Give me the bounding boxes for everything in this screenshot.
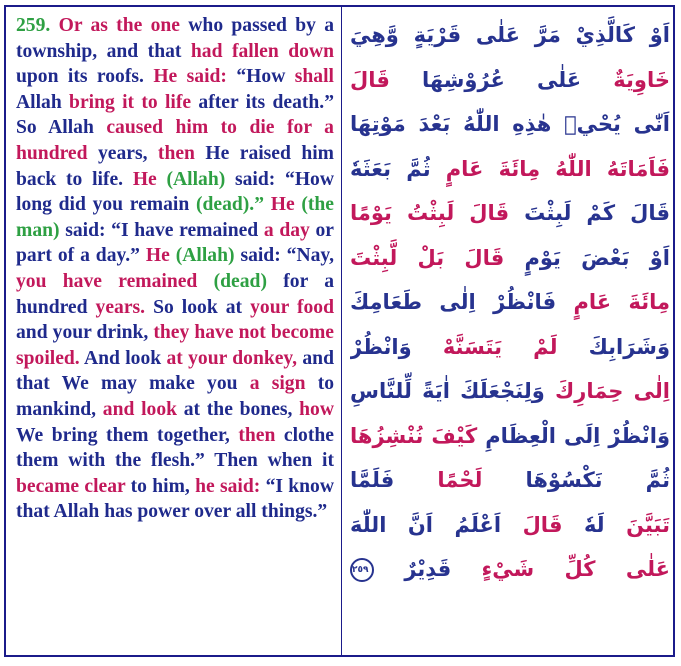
column-divider <box>341 7 342 655</box>
arabic-line <box>350 547 670 592</box>
arabic-segment: لَمْ يَتَسَنَّهْ <box>411 334 558 359</box>
translation-segment: (the man) <box>16 194 334 241</box>
translation-segment: how <box>299 398 334 420</box>
translation-segment: he said: <box>195 475 266 497</box>
translation-segment: your food <box>250 296 334 318</box>
translation-segment: a day <box>263 219 316 241</box>
arabic-line <box>350 414 670 459</box>
arabic-segment: لَهٗ <box>562 512 605 537</box>
translation-segment: at the bones, <box>183 398 300 420</box>
ayah-end-marker: ٢٥٩ <box>350 558 374 582</box>
translation-segment: and that We may make you <box>16 347 334 395</box>
arabic-segment: اَوْ كَالَّذِيْ مَرَّ عَلٰى قَرْيَةٍ وَّهِيَ <box>350 23 670 47</box>
translation-segment: a sign <box>249 373 318 395</box>
arabic-line <box>350 369 670 414</box>
translation-segment: had fallen down <box>190 40 334 62</box>
arabic-segment: مِائَةَ عَامٍ <box>556 290 670 314</box>
translation-segment: Then when it <box>214 450 334 472</box>
arabic-line <box>350 458 670 503</box>
translation-segment: said: “I have remained <box>65 219 264 241</box>
translation-segment: He <box>145 245 176 267</box>
arabic-segment: خَاوِيَةٌ <box>581 67 670 92</box>
arabic-verse-text <box>350 13 670 592</box>
arabic-segment: قَالَ <box>350 67 390 92</box>
translation-segment: (dead) <box>213 270 284 292</box>
arabic-line <box>350 503 670 548</box>
translation-segment: shall <box>294 66 334 88</box>
translation-segment: then <box>238 424 284 446</box>
translation-segment: to him, <box>130 475 196 497</box>
translation-segment: to mankind, <box>16 373 335 420</box>
translation-segment: life <box>164 91 199 113</box>
arabic-line <box>350 102 670 147</box>
arabic-segment: قَالَ بَلْ لَّبِثْتَ <box>350 245 505 270</box>
english-translation <box>16 13 334 525</box>
translation-segment: and look <box>102 398 184 420</box>
translation-segment: Allah <box>16 91 70 113</box>
arabic-segment: اَوْ بَعْضَ يَوْمٍ <box>504 245 670 270</box>
translation-segment: at <box>166 347 189 369</box>
translation-segment: caused him to die for a hundred <box>16 117 334 164</box>
verse-number: 259. <box>16 15 51 36</box>
arabic-segment: فَانْظُرْ اِلٰى طَعَامِكَ <box>350 290 557 314</box>
arabic-segment: عَلٰى كُلِّ شَيْءٍ <box>451 557 670 581</box>
arabic-line <box>350 191 670 236</box>
arabic-segment: ثُمَّ بَعَثَهٗ <box>350 156 431 181</box>
arabic-segment: قَالَ <box>501 512 563 537</box>
arabic-segment: قَدِيْرٌ <box>404 557 452 581</box>
translation-segment: bring it <box>69 91 142 113</box>
arabic-segment: وَلِنَجْعَلَكَ اٰيَةً لِّلنَّاسِ <box>350 379 545 403</box>
translation-segment: after its death.” So Allah <box>16 91 334 139</box>
arabic-line <box>350 325 670 370</box>
arabic-segment: فَاَمَاتَهُ اللّٰهُ مِائَةَ عَامٍ <box>430 156 670 181</box>
arabic-line <box>350 280 670 325</box>
translation-segment: Or as the one <box>58 15 189 36</box>
translation-segment: He <box>132 168 167 190</box>
arabic-segment: قَالَ لَبِثْتُ يَوْمًا <box>350 201 510 225</box>
translation-segment: upon its roofs. <box>16 66 154 88</box>
arabic-segment: وَانْظُرْ اِلَى الْعِظَامِ <box>477 423 670 448</box>
arabic-segment: كَيْفَ نُنْشِزُهَا <box>350 423 478 448</box>
translation-segment: said: “Nay, <box>240 245 335 267</box>
translation-segment: they have not become spoiled. <box>16 322 334 369</box>
arabic-line <box>350 58 670 103</box>
translation-segment: He said: <box>153 66 237 88</box>
translation-segment: or part of a day.” <box>16 219 334 267</box>
arabic-segment: وَشَرَابِكَ <box>557 334 670 359</box>
translation-segment: “I know that Allah has power over all things.” <box>16 475 335 523</box>
arabic-segment: تَبَيَّنَ <box>604 512 670 537</box>
arabic-segment: ثُمَّ نَكْسُوْهَا <box>482 468 670 492</box>
arabic-line <box>350 13 670 58</box>
verse-panel <box>4 5 675 657</box>
translation-segment: So look at <box>153 296 251 318</box>
translation-segment: We bring them together, <box>16 424 239 446</box>
translation-segment: to <box>141 91 165 113</box>
translation-segment: (dead).” <box>195 194 271 216</box>
arabic-segment: قَالَ كَمْ لَبِثْتَ <box>509 201 670 225</box>
arabic-segment: اَنّٰى يُحْيٖ هٰذِهِ اللّٰهُ بَعْدَ مَوْتِهَا <box>350 112 670 136</box>
translation-segment: (Allah) <box>175 245 241 267</box>
arabic-segment: عَلٰى عُرُوْشِهَا <box>389 67 582 92</box>
translation-segment: said: “How long did you remain <box>16 168 335 216</box>
arabic-segment: وَانْظُرْ <box>350 334 412 359</box>
translation-segment: years, <box>97 142 158 164</box>
arabic-segment: لَحْمًا <box>394 468 483 492</box>
translation-segment: who passed by a township, and that <box>16 15 334 62</box>
translation-segment: you have remained <box>16 270 214 292</box>
arabic-line <box>350 236 670 281</box>
translation-segment: “How <box>236 66 295 88</box>
translation-segment: and your drink, <box>16 322 154 344</box>
translation-segment: He <box>270 194 302 216</box>
translation-segment: your donkey, <box>188 347 303 369</box>
translation-segment: clothe them with the flesh.” <box>16 424 334 472</box>
translation-segment: And look <box>83 347 167 369</box>
translation-segment: (Allah) <box>166 168 235 190</box>
translation-segment: for a hundred <box>16 270 334 318</box>
translation-segment: then <box>157 142 206 164</box>
translation-segment: He raised him back to life. <box>16 142 334 190</box>
arabic-segment: اِلٰى حِمَارِكَ <box>544 379 670 403</box>
translation-segment: years. <box>95 296 154 318</box>
translation-segment: became clear <box>16 475 131 497</box>
arabic-segment: فَلَمَّا <box>350 468 395 492</box>
arabic-line <box>350 147 670 192</box>
arabic-segment: اَعْلَمُ اَنَّ اللّٰهَ <box>350 512 502 537</box>
